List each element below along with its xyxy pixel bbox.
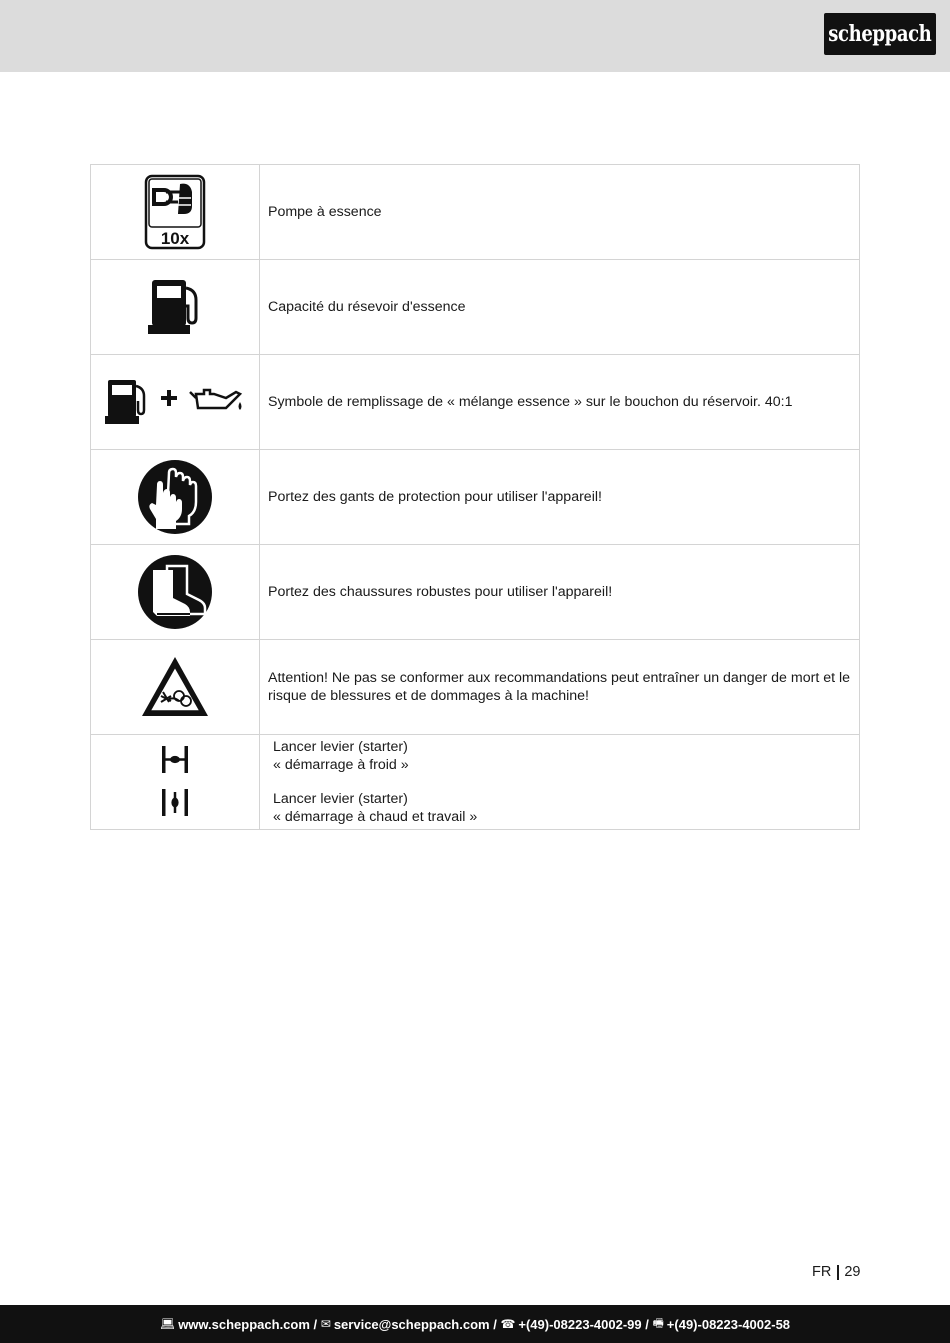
footer-separator: /: [641, 1316, 653, 1332]
icon-cell: [91, 355, 260, 450]
choke-lever-icon: [159, 744, 191, 820]
choke-lever-text: [260, 735, 860, 830]
icon-cell: [91, 545, 260, 640]
fuel-plus-oil-icon: [104, 378, 246, 426]
footer-separator: /: [309, 1316, 321, 1332]
table-row: [91, 545, 860, 640]
page-language: FR: [812, 1264, 832, 1280]
table-row: [91, 165, 860, 260]
brand-logo-text: scheppach: [828, 21, 932, 47]
boots-icon: [137, 554, 213, 630]
table-row: [91, 450, 860, 545]
footer-separator: /: [489, 1316, 501, 1332]
footer-email[interactable]: service@scheppach.com: [333, 1316, 490, 1332]
page-number-value: 29: [844, 1264, 861, 1280]
table-row: [91, 640, 860, 735]
header-bar: [0, 0, 950, 72]
row-text: Capacité du résevoir d'essence: [260, 260, 860, 355]
footer-fax: +(49)-08223-4002-58: [666, 1316, 791, 1332]
brand-logo: [824, 13, 936, 55]
choke-cold-subtitle: « démarrage à froid »: [273, 757, 409, 773]
phone-icon: ☎: [500, 1317, 516, 1331]
icon-cell: [91, 165, 260, 260]
fuel-pump-primer-10x-icon: [144, 174, 206, 250]
row-text: Attention! Ne pas se conformer aux recommandations peut entraîner un danger de mort et le risque de blessures et de dommages à la machine!: [260, 640, 860, 735]
symbols-table: [90, 164, 860, 830]
email-icon: ✉: [320, 1317, 331, 1331]
row-text: Symbole de remplissage de « mélange essence » sur le bouchon du réservoir. 40:1: [260, 355, 860, 450]
icon-cell: [91, 260, 260, 355]
gloves-icon: [137, 459, 213, 535]
choke-cold-title: Lancer levier (starter): [273, 739, 408, 755]
table-row: [91, 260, 860, 355]
footer-phone: +(49)-08223-4002-99: [518, 1316, 642, 1332]
page-number: [812, 1264, 860, 1280]
fax-icon: 🖷︎: [652, 1315, 664, 1330]
table-row: [91, 355, 860, 450]
table-row: [91, 735, 860, 830]
computer-icon: 💻︎: [159, 1317, 176, 1331]
row-text: Portez des chaussures robustes pour utiliser l'appareil!: [260, 545, 860, 640]
row-text: Pompe à essence: [260, 165, 860, 260]
fuel-tank-icon: [147, 278, 203, 336]
page-number-divider: [837, 1265, 839, 1280]
choke-warm-title: Lancer levier (starter): [273, 791, 408, 807]
icon-cell: [91, 450, 260, 545]
primer-count-label: 10x: [160, 229, 190, 248]
choke-warm-subtitle: « démarrage à chaud et travail »: [273, 809, 478, 825]
warning-triangle-icon: [139, 654, 211, 720]
footer-bar: [0, 1305, 950, 1343]
row-text: Portez des gants de protection pour utiliser l'appareil!: [260, 450, 860, 545]
spacer: [273, 774, 851, 790]
footer-website[interactable]: www.scheppach.com: [178, 1316, 310, 1332]
icon-cell: [91, 735, 260, 830]
icon-cell: [91, 640, 260, 735]
